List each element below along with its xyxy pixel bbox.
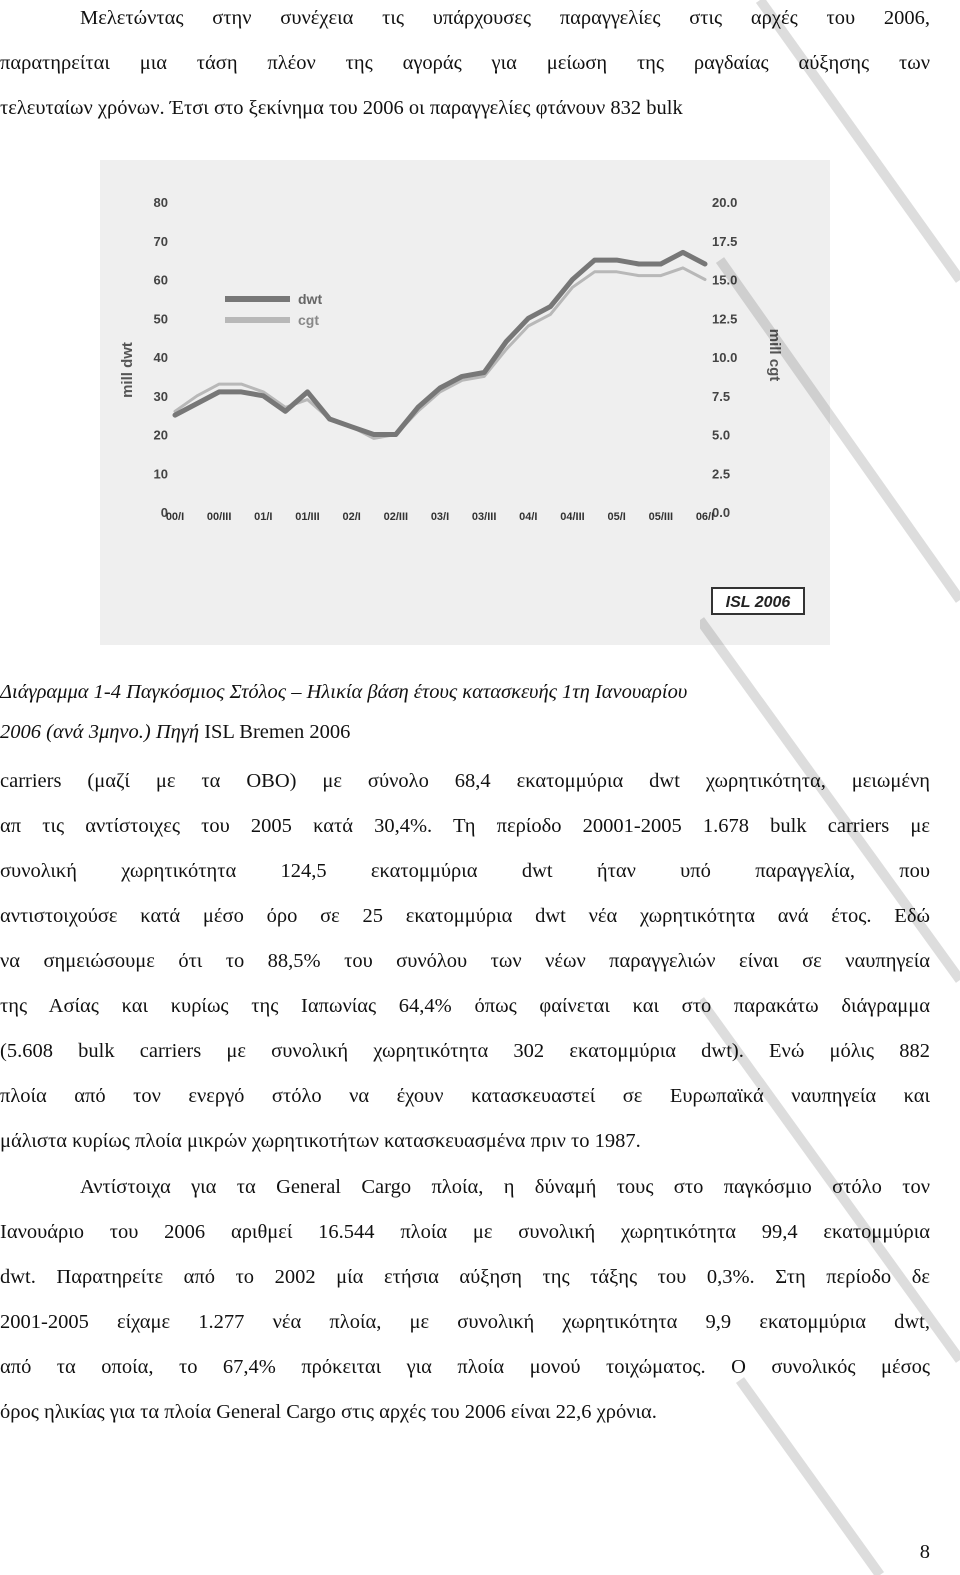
chart-legend <box>225 291 322 328</box>
caption-source: ISL Bremen 2006 <box>199 721 351 743</box>
y-tick-label: 10 <box>153 466 168 482</box>
y2-tick-label: 0.0 <box>712 505 731 520</box>
x-tick-label: 01/I <box>254 511 273 523</box>
figure-caption <box>0 672 930 752</box>
text-line: όρος ηλικίας για τα πλοία General Cargo στις αρχές του 2006 είναι 22,6 χρόνια. <box>0 1401 657 1423</box>
x-tick-label: 04/I <box>519 511 538 523</box>
text-line: 2001-2005 είχαμε 1.277 νέα πλοία, με συνολική χωρητικότητα 9,9 εκατομμύρια dwt, <box>0 1311 930 1333</box>
text-line: αντιστοιχούσε κατά μέσο όρο σε 25 εκατομμύρια dwt νέα χωρητικότητα ανά έτος. Εδώ <box>0 905 930 927</box>
y2-axis-label: mill cgt <box>766 328 783 382</box>
y2-tick-label: 5.0 <box>712 427 731 443</box>
page-number: 8 <box>919 1541 930 1563</box>
y2-tick-label: 7.5 <box>712 388 731 404</box>
chart-svg <box>100 160 830 645</box>
y2-tick-label: 10.0 <box>712 350 738 365</box>
x-tick-label: 00/III <box>206 511 232 523</box>
legend-label-dwt: dwt <box>298 291 323 307</box>
text-line: Αντίστοιχα για τα General Cargo πλοία, η δύναμή τους στο παγκόσμιο στόλο τον <box>80 1176 930 1198</box>
legend-label-cgt: cgt <box>298 312 319 328</box>
general-cargo-paragraph <box>0 1165 930 1435</box>
y-tick-label: 30 <box>153 388 168 404</box>
text-line: Μελετώντας στην συνέχεια τις υπάρχουσες παραγγελίες στις αρχές του 2006, <box>80 7 930 29</box>
source-tag <box>712 588 804 614</box>
y2-tick-label: 12.5 <box>712 311 738 327</box>
x-tick-label: 04/III <box>560 511 585 523</box>
text-line: να σημειώσουμε ότι το 88,5% του συνόλου των νέων παραγγελιών είναι σε ναυπηγεία <box>0 950 930 972</box>
text-line: παρατηρείται μια τάση πλέον της αγοράς για μείωση της ραγδαίας αύξησης των <box>0 52 930 74</box>
x-tick-label: 06/I <box>695 511 715 523</box>
fleet-age-chart <box>100 160 830 645</box>
x-tick-label: 02/III <box>383 511 409 523</box>
caption-italic-2: 2006 (ανά 3μηνο.) Πηγή <box>0 721 200 743</box>
text-line: από τα οποία, το 67,4% πρόκειται για πλοία μονού τοιχώματος. Ο συνολικός μέσος <box>0 1356 930 1378</box>
text-line: (5.608 bulk carriers με συνολική χωρητικότητα 302 εκατομμύρια dwt). Ενώ μόλις 882 <box>0 1040 930 1062</box>
x-tick-label: 02/I <box>342 511 361 523</box>
y-tick-label: 0 <box>160 505 168 520</box>
text-line: της Ασίας και κυρίως της Ιαπωνίας 64,4% όπως φαίνεται και στο παρακάτω διάγραμμα <box>0 995 930 1017</box>
x-tick-label: 05/III <box>648 511 674 523</box>
series-line-dwt <box>175 252 705 434</box>
x-tick-label: 03/I <box>430 511 450 523</box>
text-line: carriers (μαζί με τα OBO) με σύνολο 68,4 εκατομμύρια dwt χωρητικότητα, μειωμένη <box>0 770 930 792</box>
y-tick-label: 40 <box>153 350 168 365</box>
text-line: πλοία από τον ενεργό στόλο να έχουν κατασκευαστεί σε Ευρωπαϊκά ναυπηγεία και <box>0 1085 930 1107</box>
body-paragraph <box>0 759 930 1164</box>
text-line: τελευταίων χρόνων. Έτσι στο ξεκίνημα του 2006 οι παραγγελίες φτάνουν 832 bulk <box>0 97 683 119</box>
y2-tick-label: 15.0 <box>712 272 738 288</box>
intro-paragraph <box>0 0 930 131</box>
text-line: dwt. Παρατηρείτε από το 2002 μία ετήσια αύξηση της τάξης του 0,3%. Στη περίοδο δε <box>0 1266 930 1288</box>
y2-tick-label: 17.5 <box>712 233 738 249</box>
text-line: απ τις αντίστοιχες του 2005 κατά 30,4%. Τη περίοδο 20001-2005 1.678 bulk carriers με <box>0 815 930 837</box>
series-line-cgt <box>175 268 705 439</box>
y-tick-label: 20 <box>153 427 168 443</box>
y-tick-label: 60 <box>153 272 168 288</box>
x-tick-label: 01/III <box>295 511 320 523</box>
x-tick-label: 03/III <box>471 511 497 523</box>
text-line: μάλιστα κυρίως πλοία μικρών χωρητικοτήτων κατασκευασμένα πριν το 1987. <box>0 1130 641 1152</box>
x-tick-label: 00/I <box>165 511 185 523</box>
y-tick-label: 70 <box>153 233 168 249</box>
y2-tick-label: 2.5 <box>712 466 731 482</box>
x-tick-label: 05/I <box>607 511 626 523</box>
y-axis-label: mill dwt <box>119 342 136 398</box>
text-line: Ιανουάριο του 2006 αριθμεί 16.544 πλοία με συνολική χωρητικότητα 99,4 εκατομμύρια <box>0 1221 930 1243</box>
y-tick-label: 50 <box>153 311 168 327</box>
y-tick-label: 80 <box>153 195 168 210</box>
source-tag-text: ISL 2006 <box>725 594 791 611</box>
text-line: συνολική χωρητικότητα 124,5 εκατομμύρια dwt ήταν υπό παραγγελία, που <box>0 860 930 882</box>
y2-tick-label: 20.0 <box>712 195 738 210</box>
caption-italic: Διάγραμμα 1-4 Παγκόσμιος Στόλος – Ηλικία βάση έτους κατασκευής 1τη Ιανουαρίου <box>0 681 688 703</box>
